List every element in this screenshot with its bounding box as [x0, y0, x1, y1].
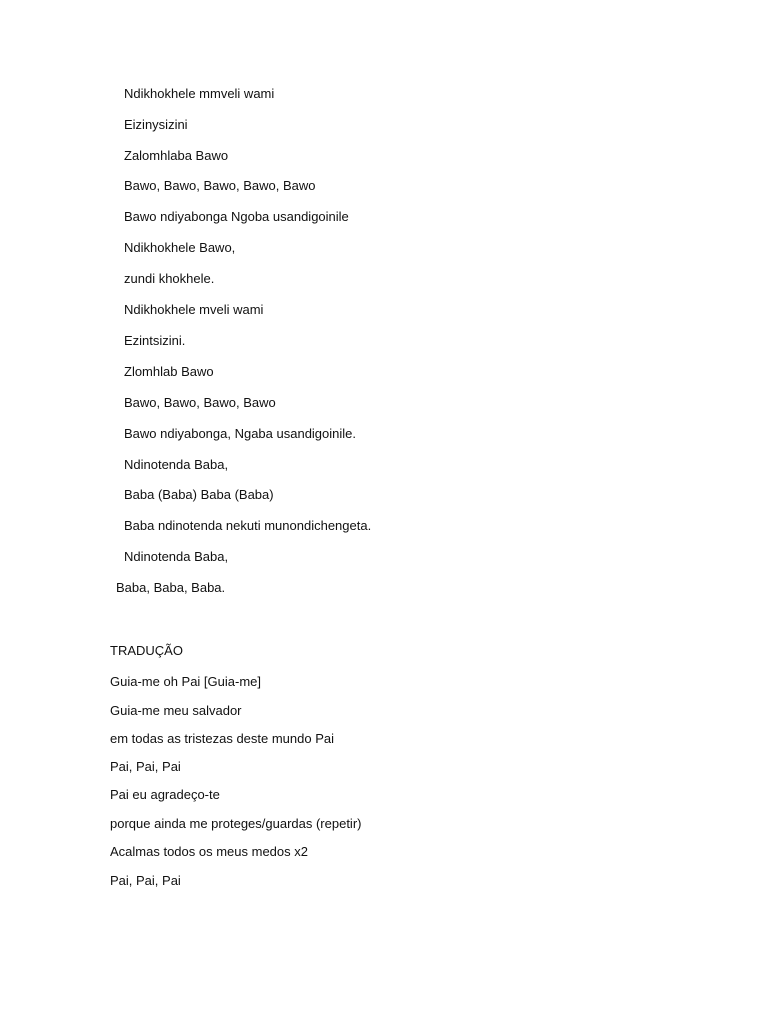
translation-line: Acalmas todos os meus medos x2 [110, 844, 308, 859]
translation-line: Pai, Pai, Pai [110, 873, 181, 888]
lyric-line: Ndikhokhele Bawo, [124, 240, 236, 255]
lyric-line: Ndinotenda Baba, [124, 549, 229, 564]
lyric-line: Eizinysizini [124, 117, 188, 132]
lyric-line: zundi khokhele. [124, 271, 215, 286]
lyric-line: Ndinotenda Baba, [124, 457, 229, 472]
lyric-line: Baba (Baba) Baba (Baba) [124, 487, 274, 502]
lyric-line: Bawo, Bawo, Bawo, Bawo [124, 395, 276, 410]
translation-line: em todas as tristezas deste mundo Pai [110, 731, 335, 746]
lyric-line: Baba, Baba, Baba. [116, 580, 226, 595]
translation-line: Guia-me meu salvador [110, 703, 242, 718]
lyric-line: Ndikhokhele mveli wami [124, 302, 264, 317]
translation-line: Pai, Pai, Pai [110, 759, 181, 774]
lyric-line: Ndikhokhele mmveli wami [124, 86, 275, 101]
translation-line: porque ainda me proteges/guardas (repetir) [110, 816, 362, 831]
lyric-line: Bawo ndiyabonga Ngoba usandigoinile [124, 209, 349, 224]
lyric-line: Bawo, Bawo, Bawo, Bawo, Bawo [124, 178, 316, 193]
lyric-line: Baba ndinotenda nekuti munondichengeta. [124, 518, 372, 533]
translation-line: Guia-me oh Pai [Guia-me] [110, 674, 262, 689]
lyric-line: Bawo ndiyabonga, Ngaba usandigoinile. [124, 426, 357, 441]
lyric-line: Ezintsizini. [124, 333, 186, 348]
lyric-line: Zalomhlaba Bawo [124, 148, 229, 163]
translation-line: Pai eu agradeço-te [110, 787, 220, 802]
translation-heading: TRADUÇÃO [110, 643, 183, 658]
lyric-line: Zlomhlab Bawo [124, 364, 214, 379]
